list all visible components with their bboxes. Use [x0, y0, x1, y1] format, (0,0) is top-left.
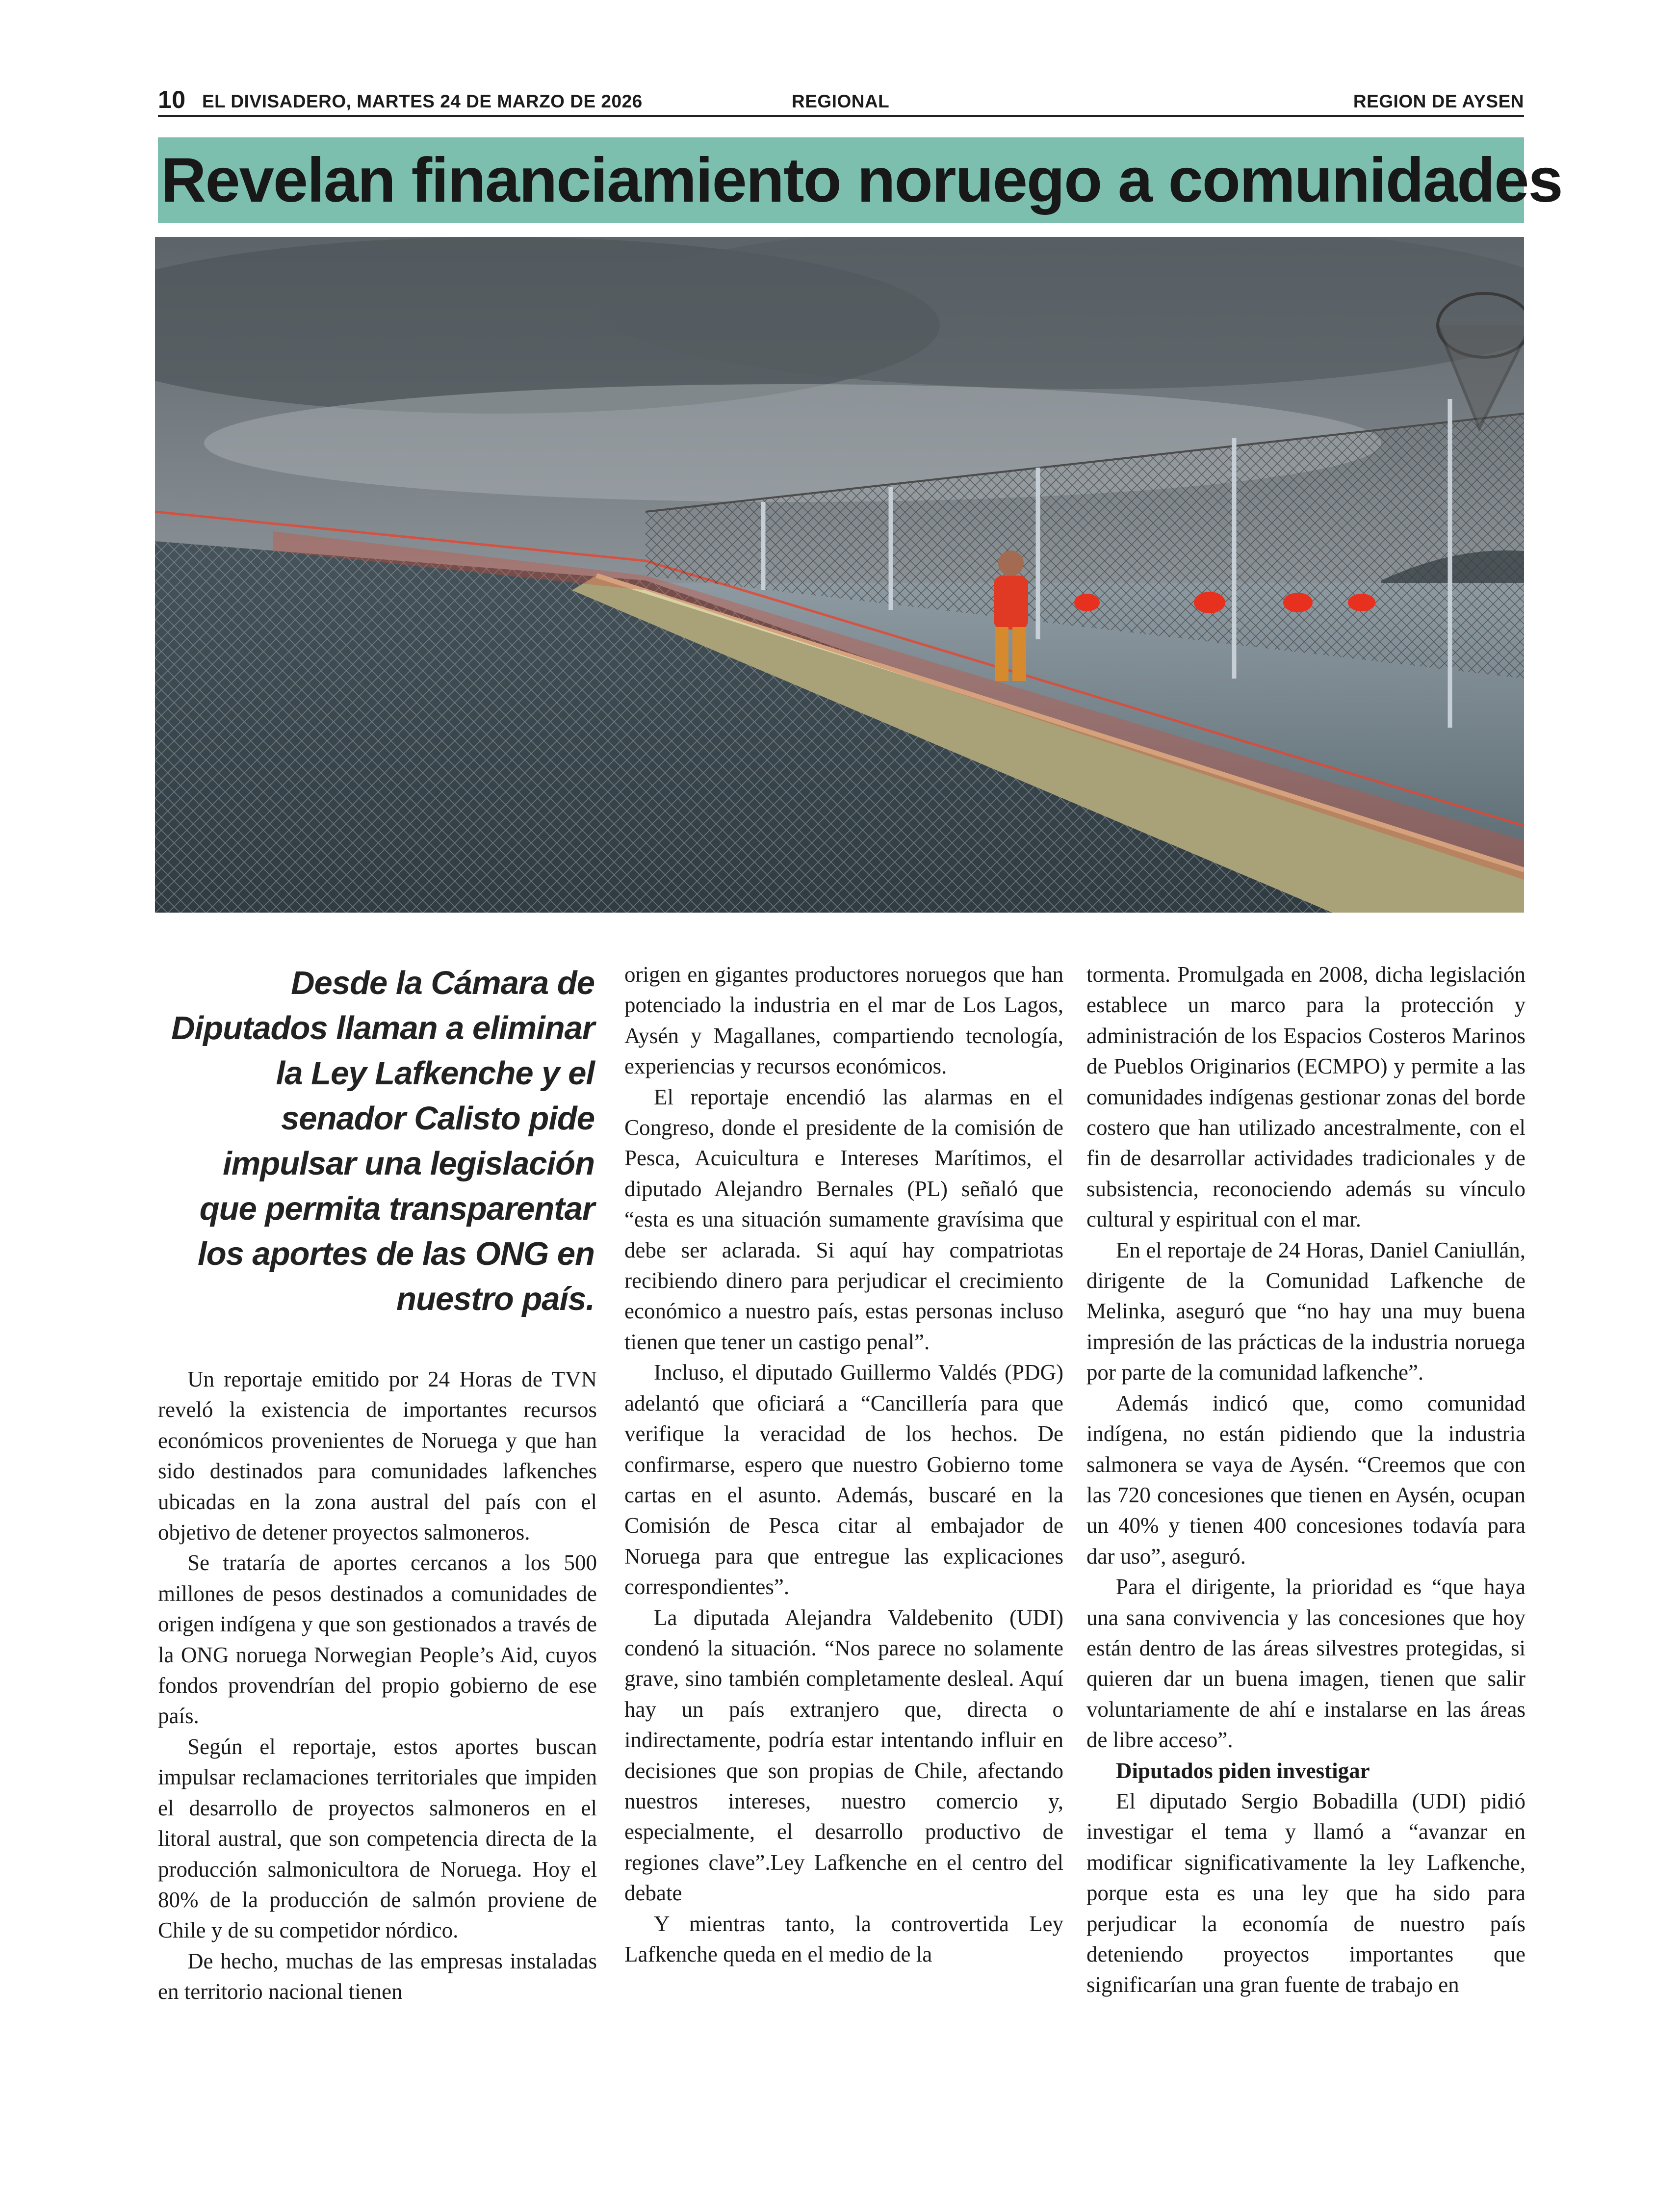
article-column-1 [158, 1364, 597, 2007]
page-header [158, 84, 1524, 117]
paragraph: El reportaje encendió las alarmas en el Congreso, donde el presidente de la comisión de Pesca, Acuicultura e Intereses Marítimos, el diputado Alejandro Bernales (PL) señaló que “esta es una situación sumamente gravísima que debe ser aclarada. Si aquí hay compatriotas recibiendo dinero para perjudicar el crecimiento económico a nuestro país, estas personas incluso tienen que tener un castigo penal”. [624, 1084, 1063, 1354]
article-column-2 [624, 959, 1063, 1969]
paragraph: La diputada Alejandra Valdebenito (UDI) condenó la situación. “Nos parece no solamente grave, sino también completamente desleal. Aquí hay un país extranjero que, directa o indirectamente, podría estar intentando influir en decisiones que son propias de Chile, afectando nuestros intereses, nuestro comercio y, especialmente, el desarrollo productivo de regiones clave”.Ley Lafkenche en el centro del debate [624, 1605, 1063, 1906]
paragraph: tormenta. Promulgada en 2008, dicha legislación establece un marco para la protección y administración de los Espacios Costeros Marinos de Pueblos Originarios (ECMPO) y permite a las comunidades indígenas gestionar zonas del borde costero que han utilizado ancestralmente, con el fin de desarrollar actividades tradicionales y de subsistencia, reconociendo además su vínculo cultural y espiritual con el mar. [1086, 962, 1525, 1232]
paragraph: Además indicó que, como comunidad indígena, no están pidiendo que la industria salmonera se vaya de Aysén. “Creemos que con las 720 concesiones que tienen en Aysén, ocupan un 40% y tienen 400 concesiones todavía para dar uso”, aseguró. [1086, 1390, 1525, 1569]
paragraph: El diputado Sergio Bobadilla (UDI) pidió investigar el tema y llamó a “avanzar en modificar significativamente la ley Lafkenche, porque esta es una ley que ha sido para perjudicar la economía de nuestro país deteniendo proyectos importantes que significarían una gran fuente de trabajo en [1086, 1788, 1525, 1997]
paragraph: origen en gigantes productores noruegos que han potenciado la industria en el mar de Los Lagos, Aysén y Magallanes, compartiendo tecnología, experiencias y recursos económicos. [624, 962, 1063, 1079]
headline-banner [158, 137, 1562, 223]
paragraph: Y mientras tanto, la controvertida Ley Lafkenche queda en el medio de la [624, 1911, 1063, 1966]
paper-date-line: EL DIVISADERO, MARTES 24 DE MARZO DE 2026 [202, 91, 643, 111]
article-column-3 [1086, 959, 1525, 2000]
paragraph: Un reportaje emitido por 24 Horas de TVN reveló la existencia de importantes recursos económicos provenientes de Noruega y que han sido destinados para comunidades lafkenches ubicadas en la zona austral del país con el objetivo de detener proyectos salmoneros. [158, 1367, 597, 1545]
paragraph: En el reportaje de 24 Horas, Daniel Caniullán, dirigente de la Comunidad Lafkenche de Melinka, aseguró que “no hay una muy buena impresión de las prácticas de la industria noruega por parte de la comunidad lafkenche”. [1086, 1237, 1525, 1385]
paragraph: Para el dirigente, la prioridad es “que haya una sana convivencia y las concesiones que hoy están dentro de las áreas silvestres protegidas, si quieren dar un buena imagen, tienen que salir voluntariamente de ahí e instalarse en las áreas de libre acceso”. [1086, 1574, 1525, 1753]
page-number: 10 [158, 86, 186, 113]
headline: Revelan financiamiento noruego a comunidades [161, 145, 1562, 215]
paragraph: Se trataría de aportes cercanos a los 500 millones de pesos destinados a comunidades de origen indígena y que son gestionados a través de la ONG noruega Norwegian People’s Aid, cuyos fondos provendrían del propio gobierno de ese país. [158, 1550, 597, 1729]
paragraph: Según el reportaje, estos aportes buscan impulsar reclamaciones territoriales que impiden el desarrollo de proyectos salmoneros en el litoral austral, que son competencia directa de la producción salmonicultora de Noruega. Hoy el 80% de la producción de salmón proviene de Chile y de su competidor nórdico. [158, 1734, 597, 1943]
article-deck: Desde la Cámara de Diputados llaman a eliminar la Ley Lafkenche y el senador Calisto pide impulsar una legislación que permita transparentar los aportes de las ONG en nuestro país. [171, 965, 594, 1317]
salmon-farm-pen-photo [155, 237, 1524, 913]
paragraph: De hecho, muchas de las empresas instaladas en territorio nacional tienen [158, 1948, 597, 2004]
subheading: Diputados piden investigar [1116, 1758, 1370, 1783]
section-label: REGIONAL [792, 91, 890, 111]
region-label: REGION DE AYSEN [1353, 91, 1524, 111]
paragraph: Incluso, el diputado Guillermo Valdés (PDG) adelantó que oficiará a “Cancillería para que verifique la veracidad de los hechos. De confirmarse, espero que nuestro Gobierno tome cartas en el asunto. Además, buscaré en la Comisión de Pesca citar al embajador de Noruega para que entregue las explicaciones correspondientes”. [624, 1360, 1063, 1599]
